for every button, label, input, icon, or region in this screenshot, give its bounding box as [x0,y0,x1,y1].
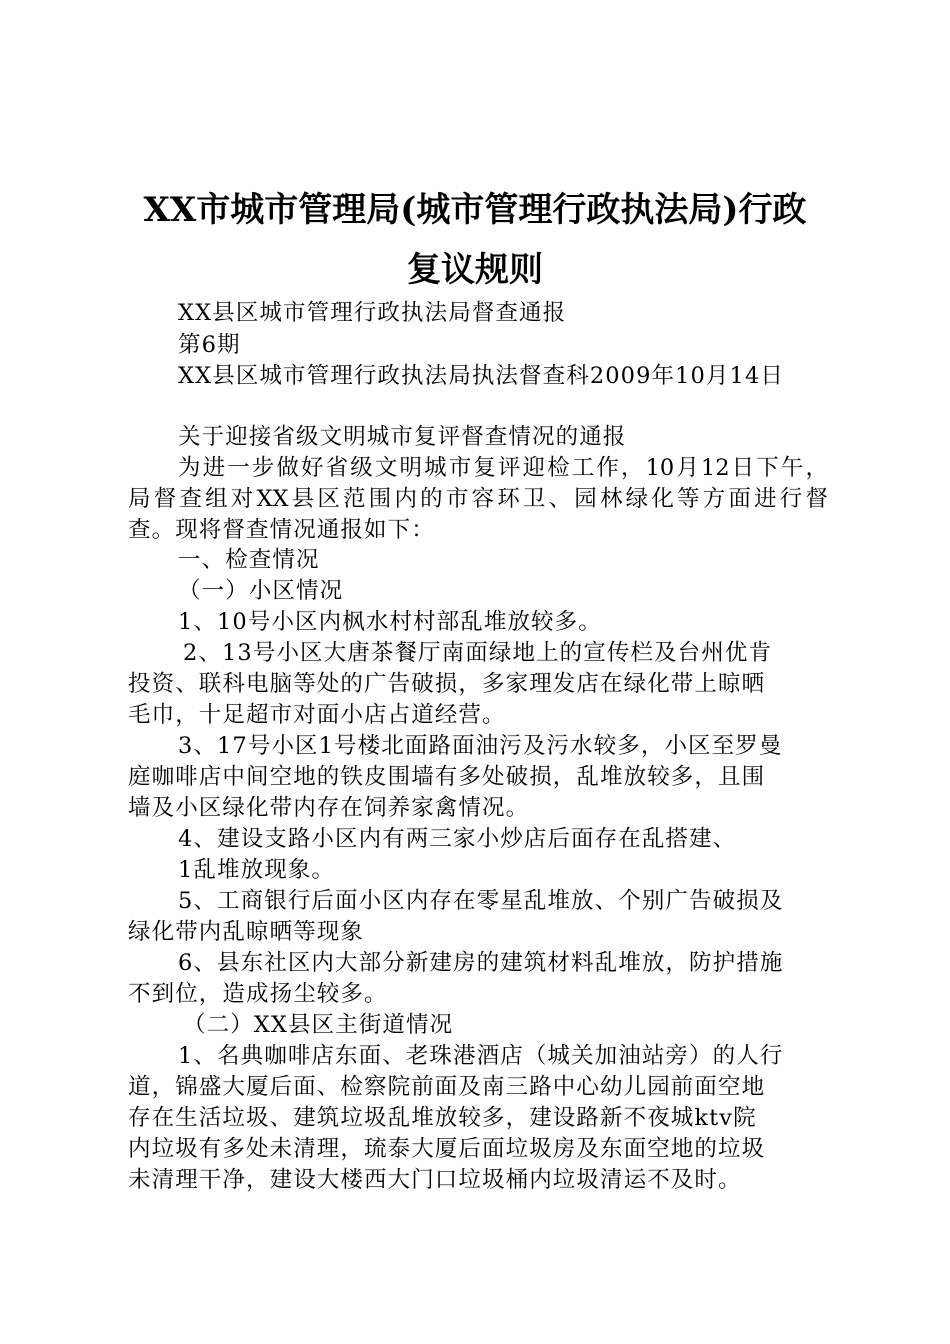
item-7-line-2: 道，锦盛大厦后面、检察院前面及南三路中心幼儿园前面空地 [128,1074,766,1100]
item-3-line-2: 庭咖啡店中间空地的铁皮围墙有多处破损，乱堆放较多，且围 [128,764,766,790]
item-7-line-4: 内垃圾有多处未清理，琉泰大厦后面垃圾房及东面空地的垃圾 [128,1136,766,1162]
item-2-line-1: 2、13号小区大唐茶餐厅南面绿地上的宣传栏及台州优肯 [183,640,773,666]
issue-number: 第6期 [178,332,241,358]
bulletin-name: XX县区城市管理行政执法局督查通报 [178,300,567,326]
item-6-line-2: 不到位，造成扬尘较多。 [128,981,388,1007]
document-title-line-2: 复议规则 [407,250,543,290]
item-4-line-1: 4、建设支路小区内有两三家小炒店后面存在乱搭建、 [178,826,737,852]
item-5-line-1: 5、工商银行后面小区内存在零星乱堆放、个别广告破损及 [178,888,784,914]
intro-line-1: 为进一步做好省级文明城市复评迎检工作，10月12日下午， [178,455,828,481]
intro-line-3: 查。现将督查情况通报如下： [128,517,435,543]
item-4-line-2: 1乱堆放现象。 [178,857,336,883]
item-3-line-3: 墙及小区绿化带内存在饲养家禽情况。 [128,795,530,821]
section-heading-1: 一、检查情况 [178,547,320,573]
item-3-line-1: 3、17号小区1号楼北面路面油污及污水较多，小区至罗曼 [178,733,783,759]
subsection-heading-1: （一）小区情况 [178,578,344,604]
item-7-line-3: 存在生活垃圾、建筑垃圾乱堆放较多，建设路新不夜城ktv院 [128,1105,757,1131]
notice-subject: 关于迎接省级文明城市复评督查情况的通报 [178,424,627,450]
subsection-heading-2: （二）XX县区主街道情况 [183,1012,454,1038]
item-2-line-3: 毛巾，十足超市对面小店占道经营。 [128,702,506,728]
item-5-line-2: 绿化带内乱晾晒等现象 [128,919,365,945]
item-1: 1、10号小区内枫水村村部乱堆放较多。 [178,609,602,635]
item-6-line-1: 6、县东社区内大部分新建房的建筑材料乱堆放，防护措施 [178,950,784,976]
issuer-and-date: XX县区城市管理行政执法局执法督查科2009年10月14日 [178,363,784,389]
document-title-line-1: XX市城市管理局(城市管理行政执法局)行政 [143,190,807,230]
item-7-line-1: 1、名典咖啡店东面、老珠港酒店（城关加油站旁）的人行 [178,1043,784,1069]
item-7-line-5: 未清理干净，建设大楼西大门口垃圾桶内垃圾清运不及时。 [128,1167,742,1193]
intro-line-2: 局督查组对XX县区范围内的市容环卫、园林绿化等方面进行督 [128,486,828,512]
item-2-line-2: 投资、联科电脑等处的广告破损，多家理发店在绿化带上晾晒 [128,671,766,697]
